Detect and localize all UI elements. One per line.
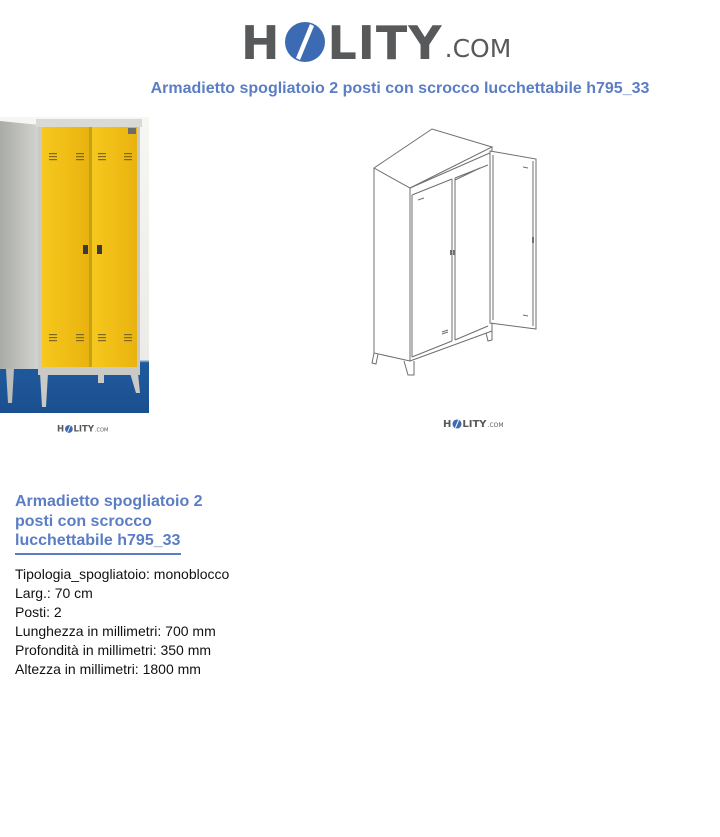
logo-text-h: H	[57, 424, 65, 434]
locker-line-drawing[interactable]	[368, 125, 540, 381]
logo-text-com: .COM	[444, 34, 512, 63]
spec-item: Larg.: 70 cm	[15, 585, 93, 601]
page-title: Armadietto spogliatoio 2 posti con scrocco lucchettabile h795_33	[150, 80, 650, 97]
logo-text-com: .COM	[487, 421, 504, 429]
locker-photo[interactable]	[0, 117, 149, 413]
logo-text-lity: LITY	[462, 418, 487, 430]
spec-item: Profondità in millimetri: 350 mm	[15, 642, 212, 658]
title-underline	[15, 553, 181, 555]
spec-item: Lunghezza in millimetri: 700 mm	[15, 623, 216, 639]
logo-text-lity: LITY	[327, 16, 443, 70]
spec-item: Tipologia_spogliatoio: monoblocco	[15, 566, 230, 582]
product-title: Armadietto spogliatoio 2 posti con scrocco lucchettabile h795_33	[15, 493, 203, 549]
spec-item: Altezza in millimetri: 1800 mm	[15, 661, 201, 677]
photo-logo	[57, 423, 108, 435]
logo-o-icon	[65, 425, 74, 434]
logo-text-h: H	[241, 16, 281, 70]
drawing-logo	[443, 417, 504, 431]
logo-text-h: H	[443, 418, 452, 430]
logo-text-lity: LITY	[73, 424, 95, 434]
logo-o-icon	[283, 20, 327, 64]
spec-item: Posti: 2	[15, 604, 62, 620]
logo-text-com: .COM	[94, 426, 109, 433]
logo-o-icon	[452, 419, 462, 429]
spec-list	[15, 565, 229, 679]
holity-logo[interactable]	[241, 10, 511, 68]
